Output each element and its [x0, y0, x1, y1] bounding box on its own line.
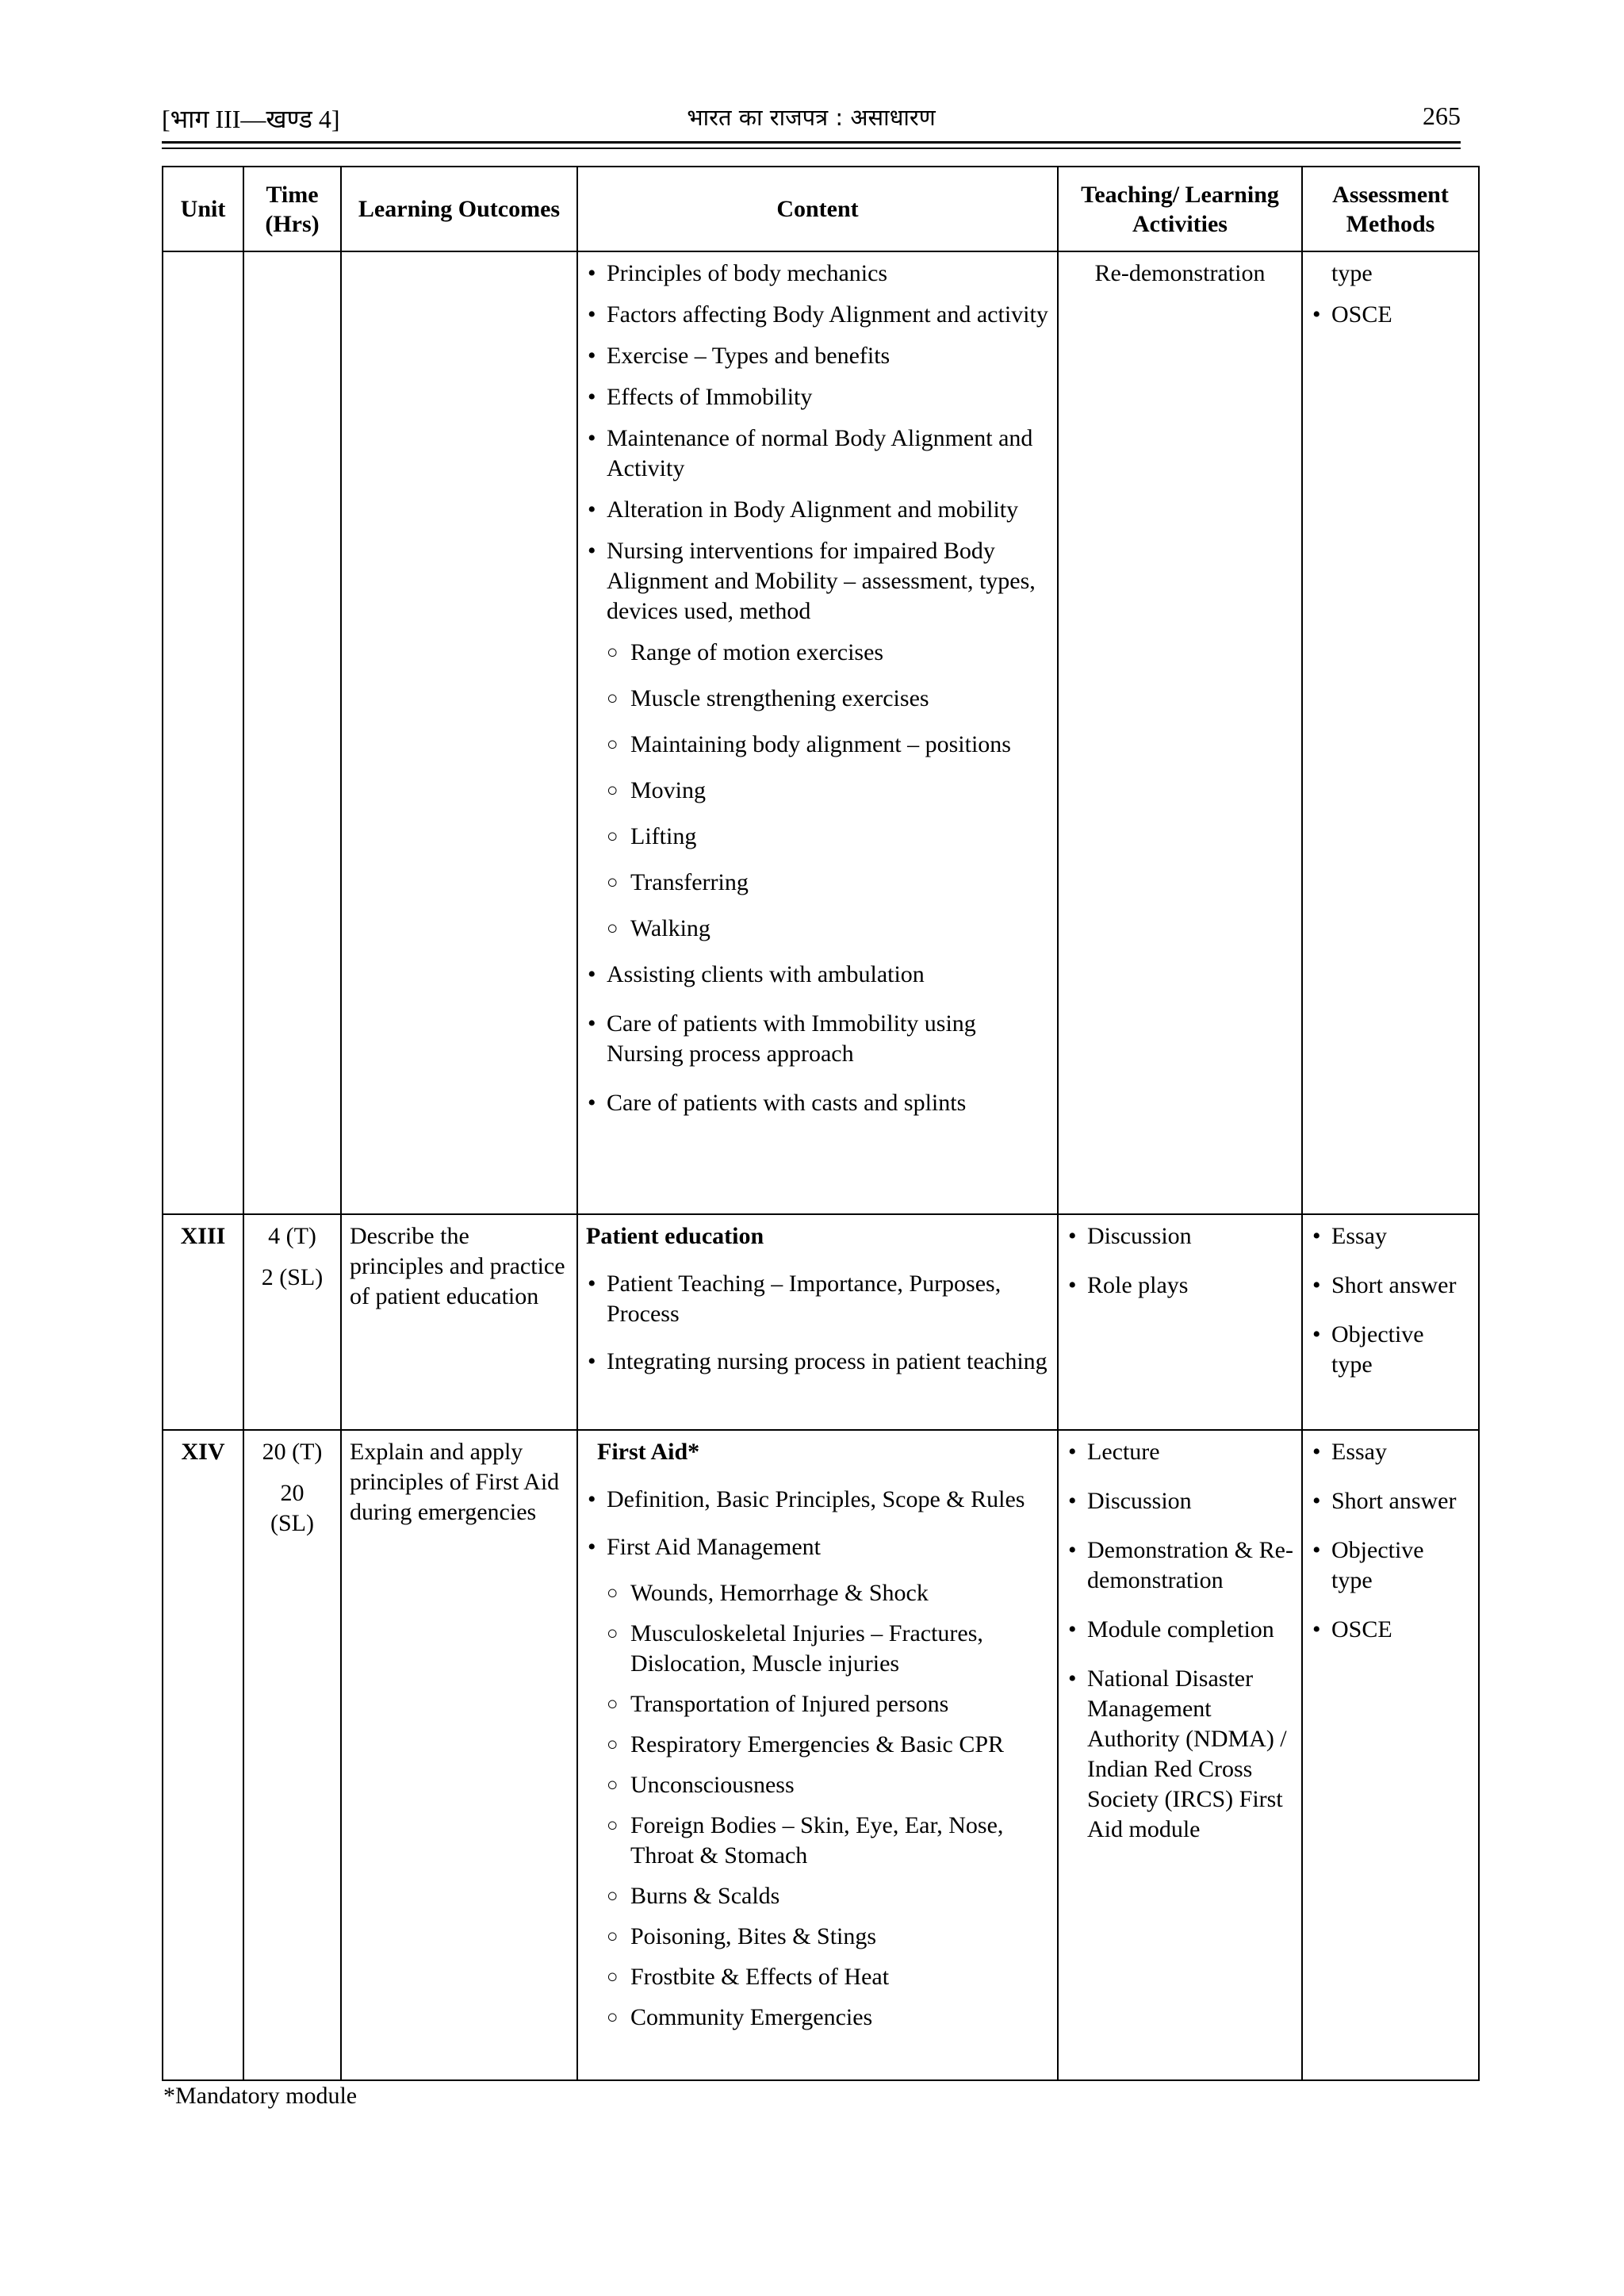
col-header-activities: Teaching/ Learning Activities	[1058, 167, 1302, 251]
assessment-cell	[1302, 1214, 1479, 1430]
list-item: • Essay	[1311, 1437, 1470, 1467]
sub-list-item: ○ Respiratory Emergencies & Basic CPR	[607, 1730, 1049, 1760]
assessment-cell	[1302, 251, 1479, 1214]
unit-cell: XIV	[163, 1430, 243, 2080]
list-item: • Short answer	[1311, 1486, 1470, 1516]
col-header-assessment: Assessment Methods	[1302, 167, 1479, 251]
sub-list-item: ○ Burns & Scalds	[607, 1881, 1049, 1911]
col-header-time: Time (Hrs)	[243, 167, 341, 251]
time-cell	[243, 251, 341, 1214]
footnote: *Mandatory module	[163, 2083, 358, 2109]
list-item: • Discussion	[1067, 1486, 1293, 1516]
list-item: • Care of patients with Immobility using Nursing process approach	[586, 1009, 1049, 1069]
activities-cell	[1058, 1430, 1302, 2080]
list-item: • First Aid Management	[586, 1532, 1049, 1562]
list-item: • Factors affecting Body Alignment and activity	[586, 300, 1049, 330]
list-item: • Objective type	[1311, 1320, 1470, 1380]
assessment-list	[1311, 300, 1470, 330]
outcome-cell: Describe the principles and practice of patient education	[341, 1214, 577, 1430]
activity-item: Re-demonstration	[1094, 260, 1266, 286]
time-theory: 4 (T)	[268, 1223, 316, 1249]
outcome-cell: Explain and apply principles of First Aid during emergencies	[341, 1430, 577, 2080]
list-item: • Demonstration & Re-demonstration	[1067, 1535, 1293, 1596]
assessment-cell	[1302, 1430, 1479, 2080]
assessment-list	[1311, 1221, 1470, 1380]
content-cell	[577, 1430, 1058, 2080]
sub-list-item: ○ Transferring	[607, 868, 1049, 898]
table-row	[163, 1430, 1479, 2080]
list-item: • National Disaster Management Authority (NDMA) / Indian Red Cross Society (IRCS) First Aid module	[1067, 1664, 1293, 1845]
list-item: • Assisting clients with ambulation	[586, 960, 1049, 990]
list-item: • Role plays	[1067, 1271, 1293, 1301]
content-list	[586, 1485, 1049, 1562]
sub-list-item: ○ Transportation of Injured persons	[607, 1689, 1049, 1719]
list-item: • Nursing interventions for impaired Body Alignment and Mobility – assessment, types, devices used, method	[586, 536, 1049, 627]
page-number: 265	[1423, 102, 1461, 130]
time-skill-lab: 2 (SL)	[261, 1264, 324, 1290]
page-header	[162, 102, 1461, 138]
time-cell	[243, 1430, 341, 2080]
list-item: • Alteration in Body Alignment and mobility	[586, 495, 1049, 525]
list-item: • Integrating nursing process in patient teaching	[586, 1347, 1049, 1377]
table-header-row	[163, 167, 1479, 251]
list-item: • Lecture	[1067, 1437, 1293, 1467]
assessment-list	[1311, 1437, 1470, 1645]
content-cell	[577, 251, 1058, 1214]
list-item: • Module completion	[1067, 1615, 1293, 1645]
sub-list-item: ○ Musculoskeletal Injuries – Fractures, Dislocation, Muscle injuries	[607, 1619, 1049, 1679]
sub-list-item: ○ Lifting	[607, 822, 1049, 852]
list-item: • Patient Teaching – Importance, Purposes, Process	[586, 1269, 1049, 1329]
sub-list-item: ○ Wounds, Hemorrhage & Shock	[607, 1578, 1049, 1608]
sub-list-item: ○ Poisoning, Bites & Stings	[607, 1922, 1049, 1952]
content-sublist	[607, 1578, 1049, 2033]
sub-list-item: ○ Maintaining body alignment – positions	[607, 730, 1049, 760]
header-gazette-title: भारत का राजपत्र : असाधारण	[687, 104, 936, 131]
content-list	[586, 259, 1049, 627]
syllabus-table	[162, 166, 1480, 2081]
list-item: • OSCE	[1311, 300, 1470, 330]
content-list	[586, 1269, 1049, 1377]
list-item: • Principles of body mechanics	[586, 259, 1049, 289]
list-item: • Objective type	[1311, 1535, 1470, 1596]
table-row	[163, 251, 1479, 1214]
sub-list-item: ○ Unconsciousness	[607, 1770, 1049, 1800]
list-item: • Essay	[1311, 1221, 1470, 1251]
outcome-cell	[341, 251, 577, 1214]
content-title: First Aid*	[597, 1439, 700, 1465]
sub-list-item: ○ Foreign Bodies – Skin, Eye, Ear, Nose, Throat & Stomach	[607, 1811, 1049, 1871]
col-header-unit: Unit	[163, 167, 243, 251]
sub-list-item: ○ Community Emergencies	[607, 2003, 1049, 2033]
activities-cell	[1058, 251, 1302, 1214]
header-part-section: [भाग III—खण्ड 4]	[162, 105, 340, 133]
list-item: • Discussion	[1067, 1221, 1293, 1251]
unit-cell	[163, 251, 243, 1214]
content-list	[586, 960, 1049, 1118]
time-theory: 20 (T)	[262, 1439, 323, 1465]
content-cell	[577, 1214, 1058, 1430]
sub-list-item: ○ Walking	[607, 914, 1049, 944]
list-item: • Short answer	[1311, 1271, 1470, 1301]
sub-list-item: ○ Muscle strengthening exercises	[607, 684, 1049, 714]
col-header-outcomes: Learning Outcomes	[341, 167, 577, 251]
activities-list	[1067, 1437, 1293, 1845]
list-item: • Exercise – Types and benefits	[586, 341, 1049, 371]
list-item: • OSCE	[1311, 1615, 1470, 1645]
list-item: • Care of patients with casts and splints	[586, 1088, 1049, 1118]
sub-list-item: ○ Range of motion exercises	[607, 638, 1049, 668]
list-item: • Definition, Basic Principles, Scope & Rules	[586, 1485, 1049, 1515]
time-skill-lab: 20 (SL)	[270, 1480, 314, 1536]
unit-cell: XIII	[163, 1214, 243, 1430]
activities-cell	[1058, 1214, 1302, 1430]
table-row	[163, 1214, 1479, 1430]
sub-list-item: ○ Frostbite & Effects of Heat	[607, 1962, 1049, 1992]
col-header-content: Content	[577, 167, 1058, 251]
list-item: • Maintenance of normal Body Alignment and Activity	[586, 424, 1049, 484]
header-rule-thin	[162, 148, 1461, 149]
header-rule	[162, 141, 1461, 144]
sub-list-item: ○ Moving	[607, 776, 1049, 806]
assessment-continuation: type	[1331, 260, 1373, 286]
content-sublist	[607, 638, 1049, 944]
activities-list	[1067, 1221, 1293, 1301]
time-cell	[243, 1214, 341, 1430]
content-title: Patient education	[586, 1223, 764, 1249]
list-item: • Effects of Immobility	[586, 382, 1049, 412]
